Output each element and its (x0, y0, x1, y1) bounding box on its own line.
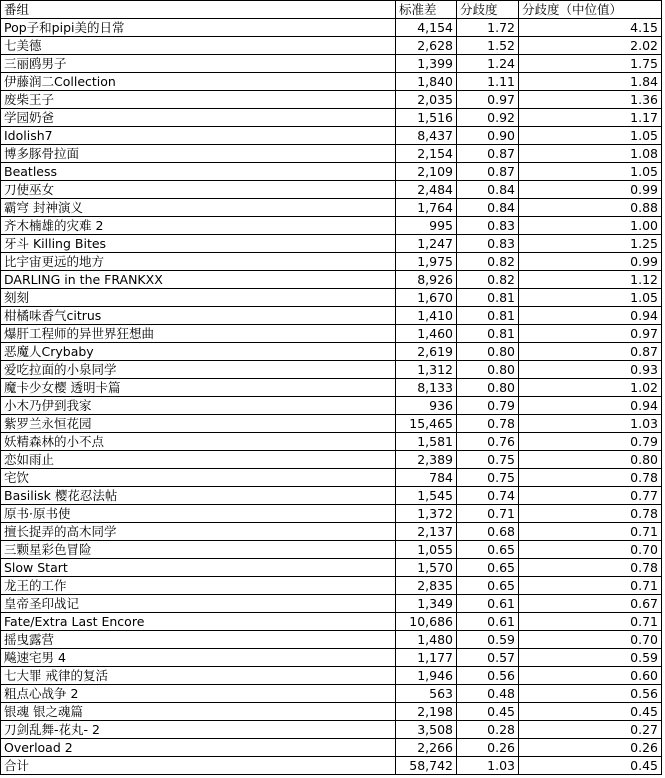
cell-divergence-median: 1.17 (519, 109, 662, 127)
cell-divergence: 0.81 (457, 307, 519, 325)
cell-divergence: 0.80 (457, 361, 519, 379)
cell-divergence: 0.87 (457, 145, 519, 163)
cell-divergence-median: 0.78 (519, 559, 662, 577)
table-row (1, 271, 662, 289)
cell-divergence-median: 0.26 (519, 739, 662, 757)
total-divergence-median: 0.45 (519, 757, 662, 775)
cell-std: 1,460 (396, 325, 457, 343)
table-row (1, 505, 662, 523)
cell-name: 霸穹 封神演义 (1, 199, 396, 217)
cell-divergence-median: 4.15 (519, 19, 662, 37)
cell-std: 2,035 (396, 91, 457, 109)
header-divergence: 分歧度 (457, 1, 519, 19)
cell-divergence: 0.65 (457, 559, 519, 577)
cell-divergence: 0.83 (457, 235, 519, 253)
cell-divergence-median: 0.59 (519, 649, 662, 667)
cell-std: 15,465 (396, 415, 457, 433)
cell-std: 1,570 (396, 559, 457, 577)
cell-name: 齐木楠雄的灾难 2 (1, 217, 396, 235)
cell-name: 摇曳露营 (1, 631, 396, 649)
cell-divergence-median: 0.45 (519, 703, 662, 721)
cell-name: 小木乃伊到我家 (1, 397, 396, 415)
header-std: 标准差 (396, 1, 457, 19)
cell-std: 1,055 (396, 541, 457, 559)
cell-divergence: 0.81 (457, 289, 519, 307)
cell-divergence-median: 1.00 (519, 217, 662, 235)
cell-std: 1,975 (396, 253, 457, 271)
cell-std: 1,399 (396, 55, 457, 73)
table-row (1, 181, 662, 199)
cell-divergence: 0.83 (457, 217, 519, 235)
cell-divergence-median: 0.67 (519, 595, 662, 613)
cell-std: 8,133 (396, 379, 457, 397)
cell-name: 爆肝工程师的异世界狂想曲 (1, 325, 396, 343)
cell-name: 恶魔人Crybaby (1, 343, 396, 361)
cell-divergence: 0.79 (457, 397, 519, 415)
cell-name: 龙王的工作 (1, 577, 396, 595)
table-row (1, 451, 662, 469)
cell-std: 2,628 (396, 37, 457, 55)
cell-std: 1,410 (396, 307, 457, 325)
cell-std: 995 (396, 217, 457, 235)
table-row (1, 55, 662, 73)
cell-divergence-median: 1.05 (519, 163, 662, 181)
table-row (1, 361, 662, 379)
cell-divergence: 1.52 (457, 37, 519, 55)
table-row (1, 343, 662, 361)
cell-name: 粗点心战争 2 (1, 685, 396, 703)
total-row (1, 757, 662, 775)
cell-name: 擅长捉弄的高木同学 (1, 523, 396, 541)
cell-divergence-median: 1.84 (519, 73, 662, 91)
cell-divergence: 0.45 (457, 703, 519, 721)
cell-std: 2,266 (396, 739, 457, 757)
cell-divergence: 0.56 (457, 667, 519, 685)
table-row (1, 577, 662, 595)
cell-name: Basilisk 樱花忍法帖 (1, 487, 396, 505)
table-row (1, 523, 662, 541)
table-row (1, 685, 662, 703)
table-row (1, 217, 662, 235)
header-name: 番组 (1, 1, 396, 19)
cell-name: 七大罪 戒律的复活 (1, 667, 396, 685)
cell-divergence-median: 0.99 (519, 181, 662, 199)
cell-divergence: 0.82 (457, 271, 519, 289)
total-std: 58,742 (396, 757, 457, 775)
cell-name: 皇帝圣印战记 (1, 595, 396, 613)
cell-divergence-median: 1.03 (519, 415, 662, 433)
cell-std: 8,437 (396, 127, 457, 145)
cell-divergence-median: 0.93 (519, 361, 662, 379)
cell-divergence-median: 1.02 (519, 379, 662, 397)
cell-divergence: 0.92 (457, 109, 519, 127)
table-row (1, 397, 662, 415)
cell-divergence: 0.84 (457, 199, 519, 217)
table-row (1, 73, 662, 91)
cell-divergence-median: 0.78 (519, 505, 662, 523)
cell-std: 2,154 (396, 145, 457, 163)
cell-divergence-median: 0.80 (519, 451, 662, 469)
table-row (1, 253, 662, 271)
cell-name: Idolish7 (1, 127, 396, 145)
cell-std: 1,545 (396, 487, 457, 505)
cell-name: Fate/Extra Last Encore (1, 613, 396, 631)
table-row (1, 307, 662, 325)
cell-name: 爱吃拉面的小泉同学 (1, 361, 396, 379)
table-row (1, 703, 662, 721)
cell-std: 2,137 (396, 523, 457, 541)
cell-name: Overload 2 (1, 739, 396, 757)
cell-divergence: 0.74 (457, 487, 519, 505)
cell-divergence-median: 0.56 (519, 685, 662, 703)
table-row (1, 379, 662, 397)
cell-divergence-median: 0.88 (519, 199, 662, 217)
cell-name: 学园奶爸 (1, 109, 396, 127)
table-body (1, 19, 662, 757)
cell-divergence: 0.61 (457, 595, 519, 613)
cell-name: 柑橘味香气citrus (1, 307, 396, 325)
cell-divergence: 0.80 (457, 343, 519, 361)
table-row (1, 163, 662, 181)
cell-divergence-median: 0.71 (519, 523, 662, 541)
cell-name: 伊藤润二Collection (1, 73, 396, 91)
table-row (1, 235, 662, 253)
cell-std: 1,177 (396, 649, 457, 667)
cell-divergence: 0.61 (457, 613, 519, 631)
cell-name: 刀使巫女 (1, 181, 396, 199)
cell-divergence-median: 0.71 (519, 577, 662, 595)
cell-std: 1,581 (396, 433, 457, 451)
cell-divergence: 0.81 (457, 325, 519, 343)
table-row (1, 739, 662, 757)
cell-divergence-median: 0.97 (519, 325, 662, 343)
cell-divergence-median: 0.79 (519, 433, 662, 451)
cell-divergence-median: 0.71 (519, 613, 662, 631)
cell-divergence-median: 0.94 (519, 397, 662, 415)
cell-divergence: 0.28 (457, 721, 519, 739)
cell-name: Pop子和pipi美的日常 (1, 19, 396, 37)
cell-divergence-median: 0.60 (519, 667, 662, 685)
cell-divergence-median: 0.78 (519, 469, 662, 487)
cell-divergence-median: 0.27 (519, 721, 662, 739)
cell-std: 2,109 (396, 163, 457, 181)
cell-std: 1,516 (396, 109, 457, 127)
cell-divergence: 0.71 (457, 505, 519, 523)
cell-divergence-median: 0.87 (519, 343, 662, 361)
cell-divergence: 0.26 (457, 739, 519, 757)
cell-std: 784 (396, 469, 457, 487)
table-row (1, 433, 662, 451)
cell-divergence: 0.80 (457, 379, 519, 397)
cell-divergence-median: 0.77 (519, 487, 662, 505)
cell-divergence: 0.48 (457, 685, 519, 703)
cell-divergence-median: 0.70 (519, 631, 662, 649)
table-row (1, 541, 662, 559)
table-row (1, 649, 662, 667)
table-row (1, 37, 662, 55)
cell-name: 银魂 银之魂篇 (1, 703, 396, 721)
cell-name: Slow Start (1, 559, 396, 577)
table-row (1, 415, 662, 433)
cell-divergence: 0.75 (457, 469, 519, 487)
cell-divergence: 0.82 (457, 253, 519, 271)
cell-divergence: 0.87 (457, 163, 519, 181)
cell-std: 2,835 (396, 577, 457, 595)
cell-std: 936 (396, 397, 457, 415)
table-row (1, 145, 662, 163)
table-row (1, 721, 662, 739)
table-row (1, 91, 662, 109)
cell-divergence: 0.75 (457, 451, 519, 469)
cell-divergence-median: 0.94 (519, 307, 662, 325)
table-row (1, 127, 662, 145)
cell-divergence: 0.68 (457, 523, 519, 541)
header-divergence-median: 分歧度（中位值） (519, 1, 662, 19)
cell-divergence: 0.90 (457, 127, 519, 145)
header-row (1, 1, 662, 19)
cell-divergence: 1.11 (457, 73, 519, 91)
cell-std: 1,670 (396, 289, 457, 307)
cell-divergence: 0.65 (457, 577, 519, 595)
cell-name: 博多豚骨拉面 (1, 145, 396, 163)
cell-name: 刀剑乱舞-花丸- 2 (1, 721, 396, 739)
table-row (1, 613, 662, 631)
cell-divergence-median: 1.05 (519, 289, 662, 307)
cell-divergence: 0.78 (457, 415, 519, 433)
cell-std: 563 (396, 685, 457, 703)
cell-name: 宅饮 (1, 469, 396, 487)
cell-divergence: 0.97 (457, 91, 519, 109)
cell-std: 2,198 (396, 703, 457, 721)
cell-std: 1,946 (396, 667, 457, 685)
cell-std: 1,372 (396, 505, 457, 523)
cell-std: 1,312 (396, 361, 457, 379)
table-row (1, 109, 662, 127)
cell-std: 3,508 (396, 721, 457, 739)
cell-divergence-median: 1.75 (519, 55, 662, 73)
cell-divergence: 0.84 (457, 181, 519, 199)
cell-std: 2,619 (396, 343, 457, 361)
table-row (1, 289, 662, 307)
cell-name: 紫罗兰永恒花园 (1, 415, 396, 433)
cell-divergence: 0.59 (457, 631, 519, 649)
cell-std: 2,484 (396, 181, 457, 199)
cell-divergence: 0.57 (457, 649, 519, 667)
cell-name: 七美德 (1, 37, 396, 55)
table-row (1, 19, 662, 37)
cell-name: 刻刻 (1, 289, 396, 307)
cell-divergence-median: 1.25 (519, 235, 662, 253)
cell-name: 飚速宅男 4 (1, 649, 396, 667)
cell-std: 4,154 (396, 19, 457, 37)
cell-std: 1,247 (396, 235, 457, 253)
table-row (1, 487, 662, 505)
table-row (1, 469, 662, 487)
cell-divergence: 0.76 (457, 433, 519, 451)
cell-divergence-median: 1.05 (519, 127, 662, 145)
cell-name: 废柴王子 (1, 91, 396, 109)
cell-divergence-median: 0.70 (519, 541, 662, 559)
table-row (1, 667, 662, 685)
cell-divergence-median: 1.12 (519, 271, 662, 289)
table-row (1, 631, 662, 649)
total-name: 合计 (1, 757, 396, 775)
cell-std: 1,840 (396, 73, 457, 91)
cell-std: 10,686 (396, 613, 457, 631)
cell-name: 魔卡少女樱 透明卡篇 (1, 379, 396, 397)
table-row (1, 595, 662, 613)
cell-divergence-median: 1.36 (519, 91, 662, 109)
cell-std: 8,926 (396, 271, 457, 289)
cell-std: 1,480 (396, 631, 457, 649)
cell-divergence: 1.24 (457, 55, 519, 73)
cell-name: DARLING in the FRANKXX (1, 271, 396, 289)
cell-name: 恋如雨止 (1, 451, 396, 469)
cell-name: 三丽鸥男子 (1, 55, 396, 73)
cell-name: 牙斗 Killing Bites (1, 235, 396, 253)
cell-std: 1,349 (396, 595, 457, 613)
cell-name: 原书·原书使 (1, 505, 396, 523)
table-row (1, 559, 662, 577)
cell-divergence: 1.72 (457, 19, 519, 37)
cell-divergence-median: 1.08 (519, 145, 662, 163)
cell-divergence-median: 2.02 (519, 37, 662, 55)
total-divergence: 1.03 (457, 757, 519, 775)
cell-name: 三颗星彩色冒险 (1, 541, 396, 559)
cell-name: Beatless (1, 163, 396, 181)
cell-name: 比宇宙更远的地方 (1, 253, 396, 271)
table-row (1, 199, 662, 217)
cell-divergence-median: 0.99 (519, 253, 662, 271)
table-row (1, 325, 662, 343)
cell-name: 妖精森林的小不点 (1, 433, 396, 451)
cell-divergence: 0.65 (457, 541, 519, 559)
cell-std: 2,389 (396, 451, 457, 469)
cell-std: 1,764 (396, 199, 457, 217)
